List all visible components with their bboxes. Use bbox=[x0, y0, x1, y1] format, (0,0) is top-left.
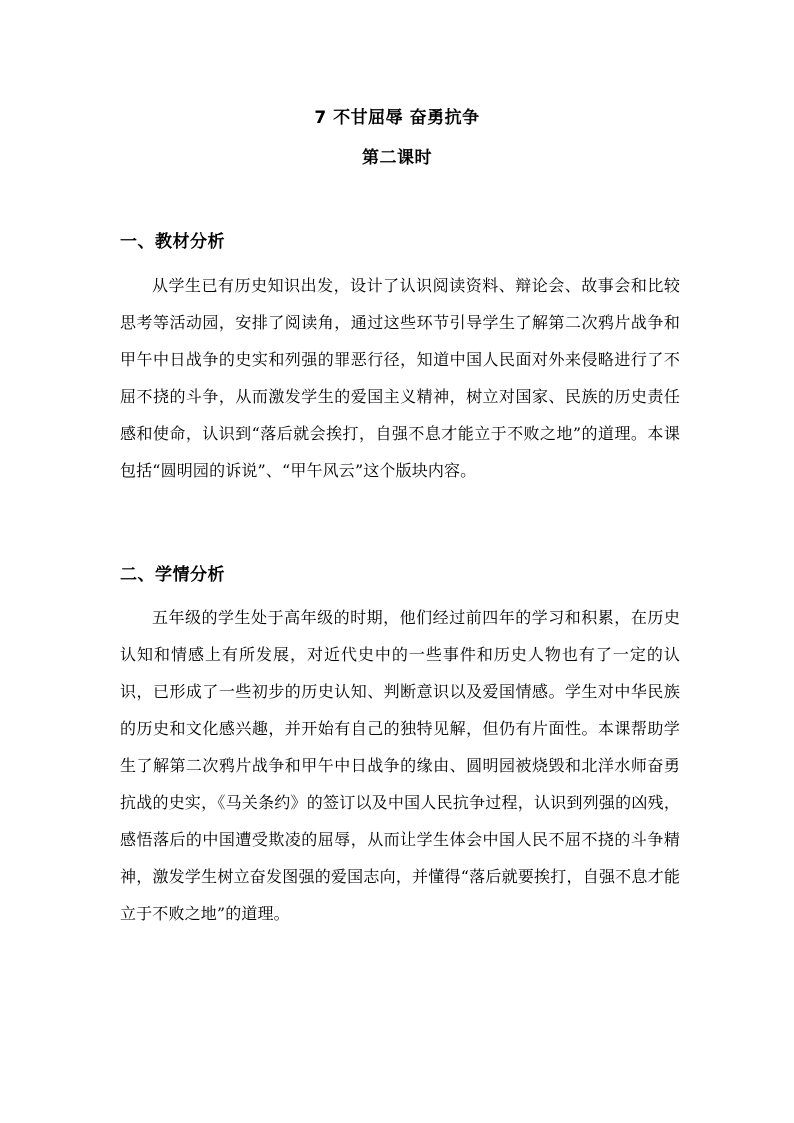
section-heading-textbook-analysis: 一、教材分析 bbox=[120, 232, 225, 252]
section-paragraph-textbook-analysis: 从学生已有历史知识出发，设计了认识阅读资料、辩论会、故事会和比较思考等活动园，安排了阅读角，通过这些环节引导学生了解第二次鸦片战争和甲午中日战争的史实和列强的罪恶行径，知道中国人民面对外来侵略进行了不屈不挠的斗争，从而激发学生的爱国主义精神，树立对国家、民族的历史责任感和使命，认识到“落后就会挨打，自强不息才能立于不败之地”的道理。本课包括“圆明园的诉说”、“甲午风云”这个版块内容。 bbox=[120, 276, 680, 480]
page-subtitle: 第二课时 bbox=[362, 148, 432, 168]
section-heading-student-analysis: 二、学情分析 bbox=[120, 565, 225, 585]
section-paragraph-student-analysis: 五年级的学生处于高年级的时期，他们经过前四年的学习和积累，在历史认知和情感上有所发展，对近代史中的一些事件和历史人物也有了一定的认识，已形成了一些初步的历史认知、判断意识以及爱国情感。学生对中华民族的历史和文化感兴趣，并开始有自己的独特见解，但仍有片面性。本课帮助学生了解第二次鸦片战争和甲午中日战争的缘由、圆明园被烧毁和北洋水师奋勇抗战的史实，《马关条约》的签订以及中国人民抗争过程，认识到列强的凶残，感悟落后的中国遭受欺凌的屈辱，从而让学生体会中国人民不屈不挠的斗争精神，激发学生树立奋发图强的爱国志向，并懂得“落后就要挨打，自强不息才能立于不败之地”的道理。 bbox=[120, 608, 680, 923]
page-title: 7 不甘屈辱 奋勇抗争 bbox=[314, 108, 480, 128]
